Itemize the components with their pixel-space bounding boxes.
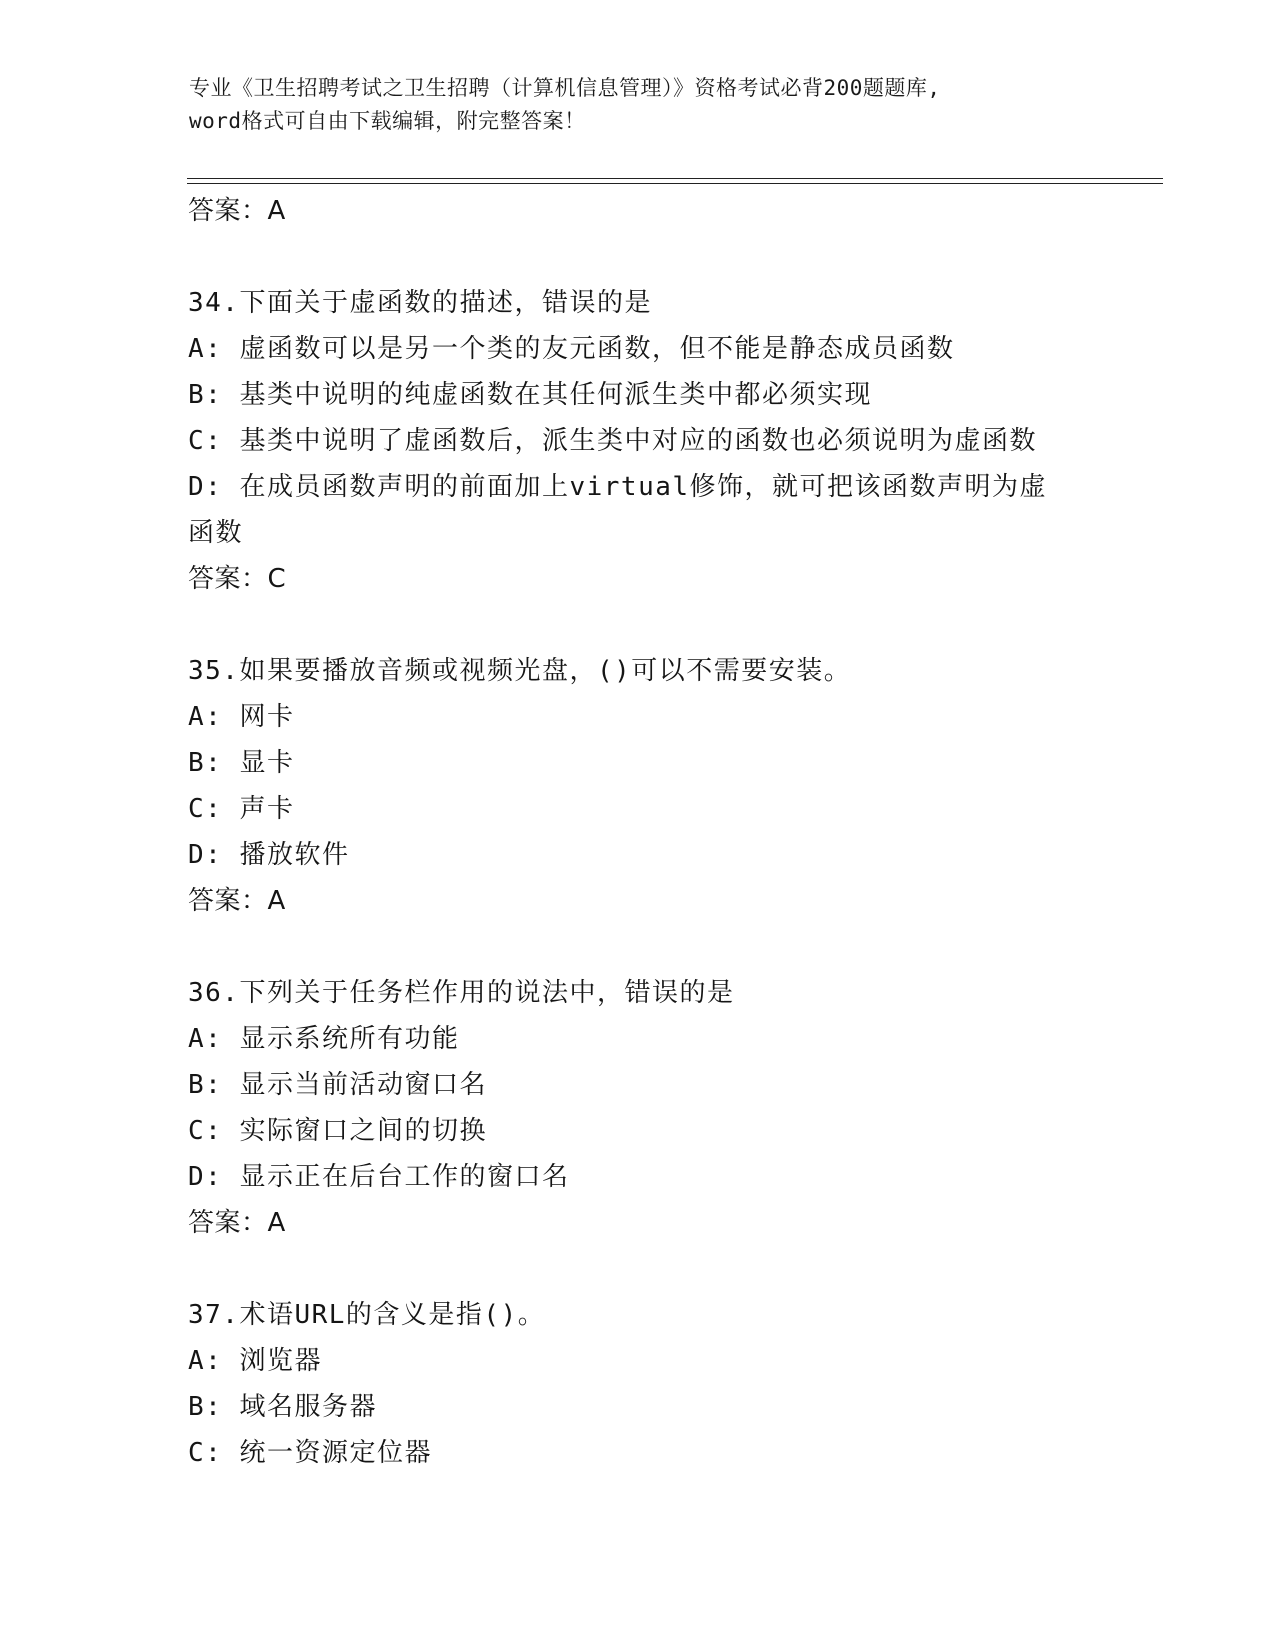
option-c: C: 统一资源定位器 [188, 1438, 432, 1468]
answer: 答案：A [188, 1208, 286, 1238]
spacer [188, 234, 1088, 280]
option-c: C: 基类中说明了虚函数后，派生类中对应的函数也必须说明为虚函数 [188, 426, 1037, 456]
question-list [188, 188, 1088, 1476]
question-37 [188, 1292, 1088, 1476]
header-divider-top [187, 178, 1163, 179]
answer: 答案：A [188, 886, 286, 916]
option-a: A: 浏览器 [188, 1346, 322, 1376]
header-title-line-2: word格式可自由下载编辑，附完整答案！ [189, 109, 586, 133]
option-b: B: 显示当前活动窗口名 [188, 1070, 487, 1100]
question-stem: 34.下面关于虚函数的描述，错误的是 [188, 288, 652, 318]
option-b: B: 域名服务器 [188, 1392, 377, 1422]
option-d: D: 在成员函数声明的前面加上virtual修饰，就可把该函数声明为虚 [188, 472, 1048, 502]
option-b: B: 基类中说明的纯虚函数在其任何派生类中都必须实现 [188, 380, 872, 410]
header-title-line-1: 专业《卫生招聘考试之卫生招聘（计算机信息管理）》资格考试必背200题题库, [189, 76, 941, 100]
option-a: A: 网卡 [188, 702, 295, 732]
option-c: C: 声卡 [188, 794, 295, 824]
answer: 答案：C [188, 564, 287, 594]
option-c: C: 实际窗口之间的切换 [188, 1116, 487, 1146]
previous-answer: 答案：A [188, 196, 286, 226]
option-d: D: 播放软件 [188, 840, 350, 870]
question-stem: 36.下列关于任务栏作用的说法中，错误的是 [188, 978, 735, 1008]
spacer [188, 1246, 1088, 1292]
option-d-continued: 函数 [188, 518, 244, 548]
option-a: A: 显示系统所有功能 [188, 1024, 460, 1054]
option-d: D: 显示正在后台工作的窗口名 [188, 1162, 570, 1192]
spacer [188, 602, 1088, 648]
spacer [188, 924, 1088, 970]
question-34 [188, 280, 1088, 602]
question-stem: 35.如果要播放音频或视频光盘，()可以不需要安装。 [188, 656, 852, 686]
option-b: B: 显卡 [188, 748, 295, 778]
document-header [189, 72, 1089, 138]
header-divider-bottom [187, 183, 1163, 184]
question-35 [188, 648, 1088, 924]
question-stem: 37.术语URL的含义是指()。 [188, 1300, 546, 1330]
option-a: A: 虚函数可以是另一个类的友元函数，但不能是静态成员函数 [188, 334, 955, 364]
question-36 [188, 970, 1088, 1246]
